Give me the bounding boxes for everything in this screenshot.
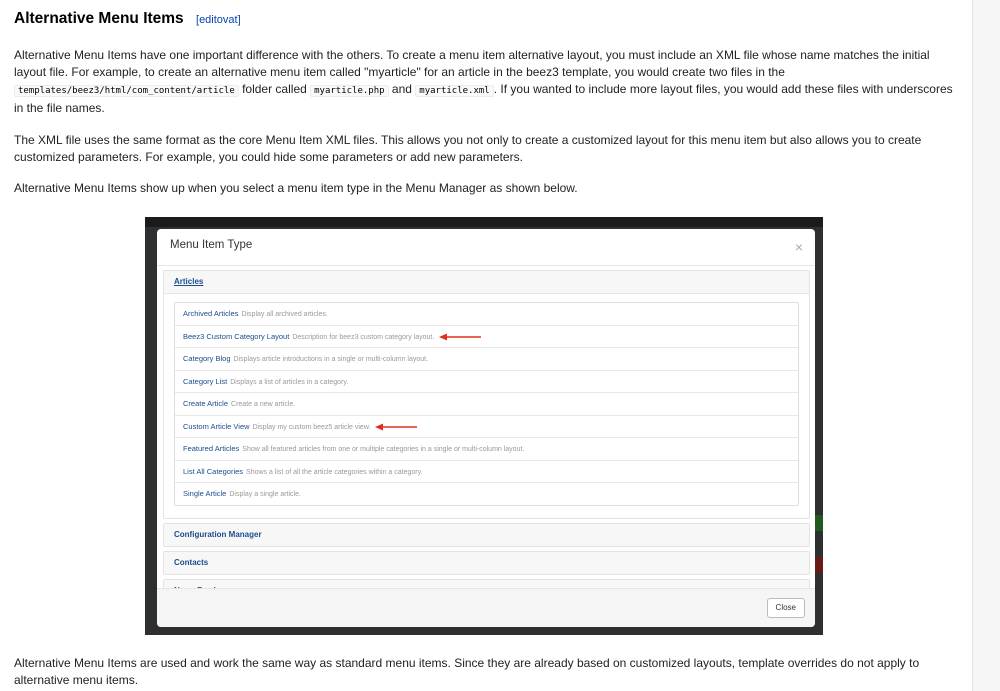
menu-item-description: Create a new article. xyxy=(231,401,296,408)
close-icon[interactable]: × xyxy=(794,239,803,255)
menu-item-type-option[interactable] xyxy=(175,393,798,416)
menu-item-description: Description for beez3 custom category layout. xyxy=(292,333,435,341)
figure-top-bar xyxy=(145,217,823,227)
red-arrow-icon xyxy=(375,423,417,431)
collapsed-section-panel xyxy=(163,551,810,575)
p1-text-3: and xyxy=(388,82,416,96)
p1-text-4: . If you wanted to include more layout files, you would add these files with underscores in the file names. xyxy=(14,82,953,115)
section-heading xyxy=(14,10,241,28)
menu-item-title[interactable]: Category Blog xyxy=(183,354,231,363)
red-arrow-icon xyxy=(439,333,481,341)
paragraph-3: Alternative Menu Items show up when you select a menu item type in the Menu Manager as shown below. xyxy=(14,181,578,195)
modal-header xyxy=(157,229,815,266)
paragraph-4: Alternative Menu Items are used and work the same way as standard menu items. Since they are already based on customized layouts, template overrides do not apply to alternative menu items. xyxy=(14,656,920,687)
menu-item-description: Display my custom beez5 article view. xyxy=(252,423,371,431)
menu-item-type-option[interactable] xyxy=(175,438,798,461)
modal-footer xyxy=(157,588,815,627)
menu-item-type-screenshot xyxy=(145,217,823,635)
close-button[interactable]: Close xyxy=(767,598,805,618)
menu-item-type-option[interactable] xyxy=(175,326,798,349)
menu-item-title[interactable]: List All Categories xyxy=(183,466,244,476)
menu-item-description: Displays a list of articles in a category. xyxy=(230,378,349,386)
menu-item-description: Display a single article. xyxy=(229,491,301,498)
menu-item-description: Displays article introductions in a single or multi-column layout. xyxy=(233,356,429,363)
menu-item-type-option[interactable] xyxy=(175,461,798,484)
menu-item-title[interactable]: Custom Article View xyxy=(183,421,250,431)
menu-item-description: Shows a list of all the article categories within a category. xyxy=(246,468,423,476)
menu-item-type-option[interactable] xyxy=(175,483,798,505)
modal-body xyxy=(163,270,810,603)
edit-link-wrapper: [editovat] xyxy=(196,14,241,26)
articles-panel xyxy=(163,270,810,519)
code-xml-file: myarticle.xml xyxy=(415,85,493,97)
modal-title: Menu Item Type xyxy=(170,239,253,251)
section-title: Alternative Menu Items xyxy=(14,10,184,27)
collapsed-section-panel xyxy=(163,523,810,547)
menu-item-title[interactable]: Beez3 Custom Category Layout xyxy=(183,331,290,341)
menu-item-title[interactable]: Archived Articles xyxy=(183,309,239,318)
article-menu-items xyxy=(174,302,799,506)
edit-link[interactable]: editovat xyxy=(199,14,238,26)
collapsed-section-heading[interactable]: Configuration Manager xyxy=(164,524,809,546)
paragraph-1 xyxy=(14,47,959,117)
menu-item-title[interactable]: Create Article xyxy=(183,399,229,408)
code-path: templates/beez3/html/com_content/article xyxy=(14,85,239,97)
p1-text-1: Alternative Menu Items have one important difference with the others. To create a menu item alternative layout, you must include an XML file whose name matches the initial layout file. For example, to create an alternative menu item called "myarticle" for an article in the beez3 template, you would create two files in the xyxy=(14,48,930,79)
right-sidebar-strip xyxy=(972,0,1000,691)
menu-item-title[interactable]: Category List xyxy=(183,376,228,386)
menu-item-title[interactable]: Featured Articles xyxy=(183,444,240,453)
menu-item-type-option[interactable] xyxy=(175,371,798,394)
p1-text-2: folder called xyxy=(238,82,311,96)
menu-item-type-option[interactable] xyxy=(175,348,798,371)
menu-item-type-option[interactable] xyxy=(175,416,798,439)
code-php-file: myarticle.php xyxy=(310,85,388,97)
paragraph-2: The XML file uses the same format as the core Menu Item XML files. This allows you not only to create a customized layout for this menu item but also allows you to create customized parameters. For example, you could hide some parameters or add new parameters. xyxy=(14,133,922,164)
menu-item-description: Show all featured articles from one or multiple categories in a single or multi-column layout. xyxy=(242,446,525,453)
menu-item-type-modal xyxy=(157,229,815,627)
articles-heading[interactable]: Articles xyxy=(164,271,809,294)
menu-item-description: Display all archived articles. xyxy=(241,311,328,318)
collapsed-section-heading[interactable]: Contacts xyxy=(164,552,809,574)
menu-item-type-option[interactable] xyxy=(175,303,798,326)
menu-item-title[interactable]: Single Article xyxy=(183,489,227,498)
